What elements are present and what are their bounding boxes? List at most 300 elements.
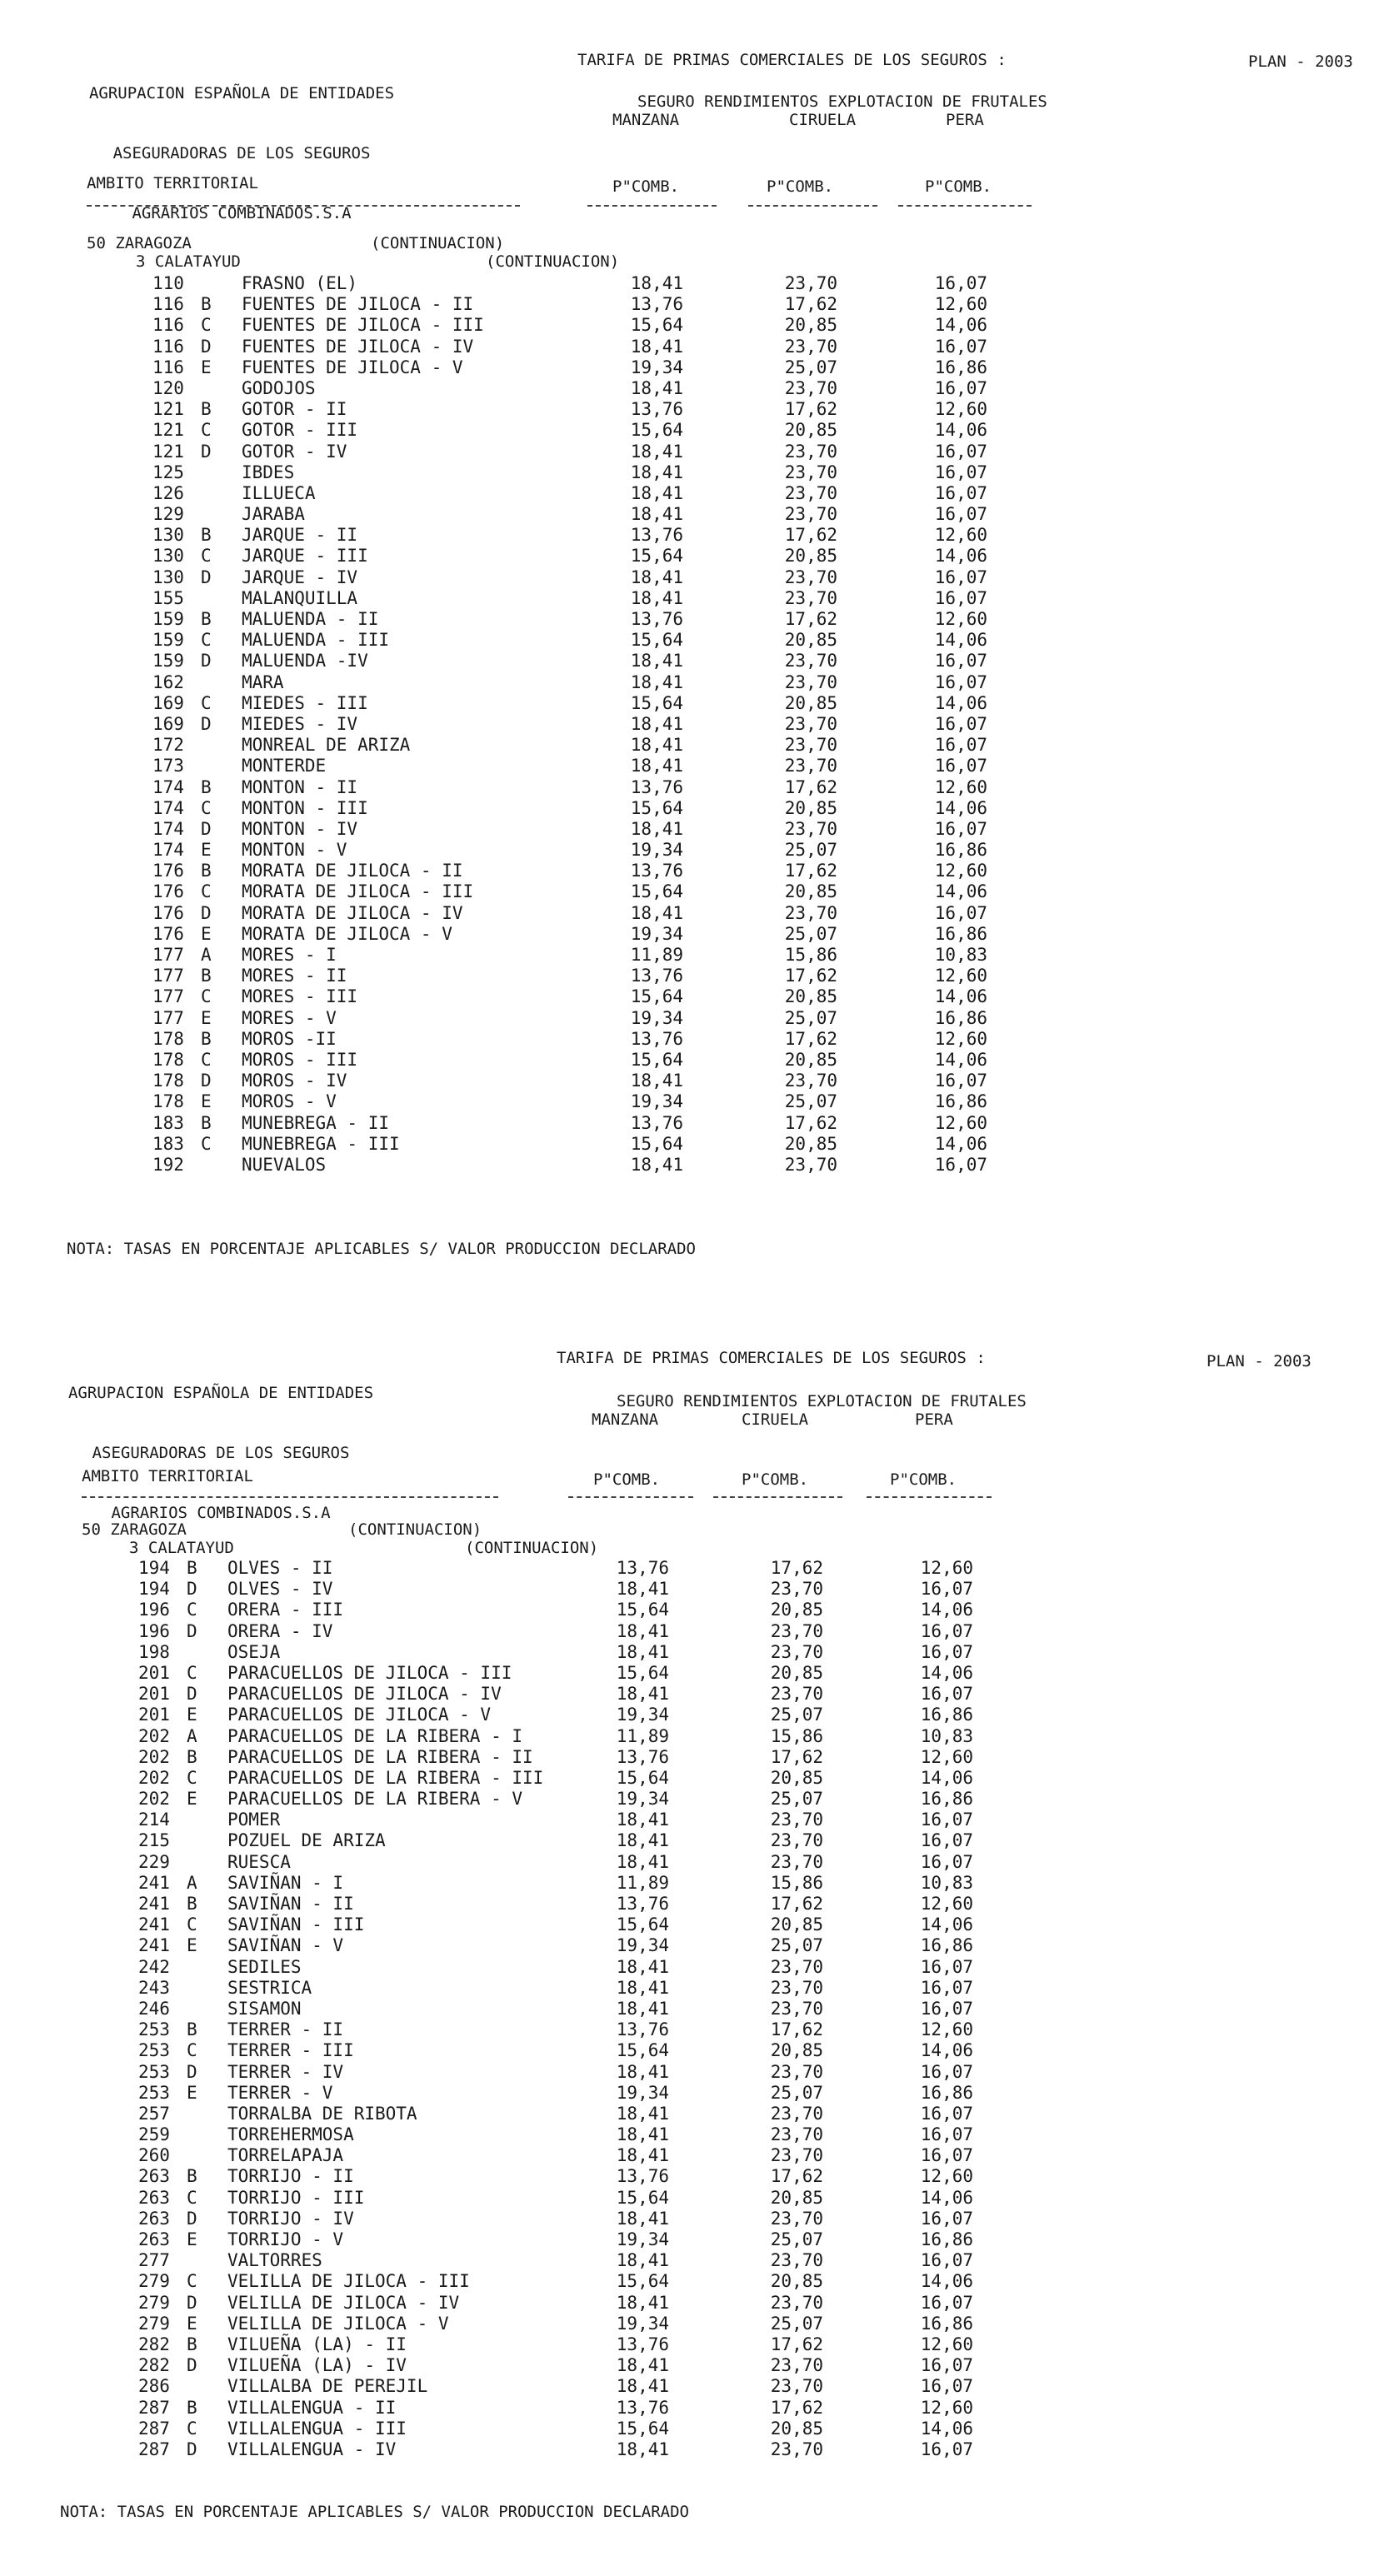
pera-rate: 14,06 bbox=[920, 2187, 973, 2208]
municipality-name: MALUENDA - II bbox=[242, 609, 379, 629]
code-number: 263 bbox=[138, 2166, 170, 2187]
pera-rate: 16,86 bbox=[920, 2313, 973, 2334]
manzana-rate: 19,34 bbox=[616, 2229, 669, 2249]
code-number: 110 bbox=[152, 273, 184, 293]
pera-rate: 16,86 bbox=[934, 1007, 987, 1028]
code-number: 169 bbox=[152, 713, 184, 734]
municipality-name: MALUENDA - III bbox=[242, 630, 390, 651]
manzana-rate: 13,76 bbox=[616, 2019, 669, 2040]
code-suffix: E bbox=[187, 2229, 197, 2249]
municipality-name: PARACUELLOS DE LA RIBERA - III bbox=[227, 1767, 544, 1788]
manzana-rate: 13,76 bbox=[630, 1028, 683, 1049]
code-suffix: B bbox=[187, 2019, 197, 2040]
table-row bbox=[0, 1915, 1069, 1935]
pera-rate: 16,86 bbox=[920, 1935, 973, 1956]
manzana-rate: 18,41 bbox=[616, 2145, 669, 2166]
code-number: 253 bbox=[138, 2061, 170, 2082]
municipality-code bbox=[152, 567, 212, 588]
comarca-label: 3 CALATAYUD bbox=[136, 252, 241, 271]
code-suffix: E bbox=[201, 923, 212, 944]
table-row bbox=[0, 2398, 1069, 2419]
pera-rate: 16,07 bbox=[934, 818, 987, 839]
ciruela-rate: 25,07 bbox=[784, 923, 837, 944]
manzana-rate: 11,89 bbox=[616, 1725, 669, 1746]
table-row bbox=[0, 420, 1083, 441]
pera-rate: 16,07 bbox=[934, 504, 987, 525]
municipality-code bbox=[138, 2082, 197, 2104]
manzana-rate: 18,41 bbox=[616, 1998, 669, 2019]
manzana-rate: 18,41 bbox=[616, 2439, 669, 2459]
table-row bbox=[0, 378, 1083, 399]
manzana-rate: 19,34 bbox=[616, 2082, 669, 2103]
code-suffix: C bbox=[201, 315, 212, 336]
municipality-code bbox=[152, 945, 212, 966]
municipality-code bbox=[138, 1579, 197, 1600]
code-suffix: C bbox=[187, 1662, 197, 1683]
manzana-rate: 19,34 bbox=[630, 357, 683, 377]
divider bbox=[713, 1496, 842, 1498]
pera-rate: 12,60 bbox=[934, 525, 987, 546]
municipality-code bbox=[152, 483, 184, 504]
municipality-code bbox=[138, 2040, 197, 2061]
manzana-rate: 18,41 bbox=[630, 651, 683, 671]
code-number: 201 bbox=[138, 1662, 170, 1683]
municipality-code bbox=[138, 2061, 197, 2083]
pera-rate: 16,07 bbox=[920, 2376, 973, 2397]
manzana-rate: 19,34 bbox=[630, 1007, 683, 1028]
municipality-code bbox=[152, 378, 184, 399]
table-row bbox=[0, 567, 1083, 588]
pera-rate: 16,07 bbox=[934, 567, 987, 587]
continuation-label: (CONTINUACION) bbox=[486, 252, 620, 271]
pera-rate: 12,60 bbox=[920, 2334, 973, 2354]
code-suffix: C bbox=[201, 692, 212, 713]
municipality-code bbox=[152, 420, 212, 441]
code-number: 287 bbox=[138, 2397, 170, 2418]
municipality-name: PARACUELLOS DE LA RIBERA - I bbox=[227, 1725, 523, 1746]
manzana-rate: 15,64 bbox=[616, 2418, 669, 2439]
ciruela-rate: 23,70 bbox=[770, 1998, 823, 2019]
municipality-name: MORATA DE JILOCA - IV bbox=[242, 902, 463, 923]
code-suffix: D bbox=[201, 818, 212, 839]
ciruela-rate: 20,85 bbox=[784, 1133, 837, 1154]
code-number: 174 bbox=[152, 818, 184, 839]
ciruela-rate: 20,85 bbox=[770, 2418, 823, 2439]
ciruela-rate: 25,07 bbox=[784, 357, 837, 377]
code-suffix: B bbox=[187, 1558, 197, 1578]
municipality-code bbox=[152, 1155, 184, 1176]
pera-rate: 12,60 bbox=[920, 1558, 973, 1578]
code-number: 253 bbox=[138, 2040, 170, 2061]
ciruela-rate: 23,70 bbox=[770, 2124, 823, 2145]
code-suffix: B bbox=[201, 1112, 212, 1133]
table-row bbox=[0, 2293, 1069, 2314]
code-number: 176 bbox=[152, 861, 184, 881]
code-suffix: B bbox=[201, 861, 212, 881]
pera-rate: 16,07 bbox=[920, 2355, 973, 2376]
ambito-header: AMBITO TERRITORIAL bbox=[82, 1467, 253, 1485]
municipality-name: TORRIJO - II bbox=[227, 2166, 354, 2187]
manzana-rate: 18,41 bbox=[616, 1579, 669, 1600]
pera-rate: 14,06 bbox=[920, 2040, 973, 2061]
code-suffix: C bbox=[201, 881, 212, 902]
manzana-rate: 11,89 bbox=[616, 1872, 669, 1893]
code-number: 194 bbox=[138, 1579, 170, 1600]
code-number: 241 bbox=[138, 1935, 170, 1956]
code-suffix: E bbox=[187, 2082, 197, 2103]
pera-rate: 16,07 bbox=[920, 2124, 973, 2145]
municipality-code bbox=[138, 2145, 170, 2166]
municipality-code bbox=[138, 1999, 170, 2019]
manzana-rate: 13,76 bbox=[630, 399, 683, 420]
municipality-code bbox=[152, 609, 212, 630]
municipality-name: MOROS -II bbox=[242, 1028, 337, 1049]
code-suffix: E bbox=[187, 1935, 197, 1956]
pera-rate: 12,60 bbox=[934, 294, 987, 315]
pera-rate: 16,07 bbox=[920, 2250, 973, 2271]
code-number: 241 bbox=[138, 1872, 170, 1893]
pera-rate: 16,07 bbox=[920, 1851, 973, 1872]
table-row bbox=[0, 945, 1083, 966]
ciruela-rate: 23,70 bbox=[770, 1620, 823, 1641]
code-number: 173 bbox=[152, 756, 184, 776]
org-line: ASEGURADORAS DE LOS SEGUROS bbox=[112, 144, 371, 162]
code-suffix: D bbox=[187, 1620, 197, 1641]
manzana-rate: 15,64 bbox=[616, 2271, 669, 2292]
table-row bbox=[0, 273, 1083, 294]
ciruela-rate: 20,85 bbox=[770, 1600, 823, 1620]
manzana-rate: 13,76 bbox=[630, 609, 683, 629]
ciruela-rate: 23,70 bbox=[770, 2061, 823, 2082]
table-row bbox=[0, 1852, 1069, 1873]
ciruela-rate: 20,85 bbox=[770, 2187, 823, 2208]
table-row bbox=[0, 588, 1083, 609]
ciruela-rate: 23,70 bbox=[770, 2292, 823, 2313]
code-number: 202 bbox=[138, 1725, 170, 1746]
pera-rate: 10,83 bbox=[934, 945, 987, 965]
municipality-name: SAVIÑAN - III bbox=[227, 1915, 365, 1935]
ambito-header: AMBITO TERRITORIAL bbox=[87, 174, 258, 192]
table-row bbox=[0, 861, 1083, 881]
table-row bbox=[0, 1873, 1069, 1894]
code-number: 194 bbox=[138, 1558, 170, 1578]
code-number: 159 bbox=[152, 651, 184, 671]
table-row bbox=[0, 1600, 1069, 1620]
code-number: 125 bbox=[152, 462, 184, 482]
ciruela-rate: 25,07 bbox=[784, 840, 837, 861]
code-number: 196 bbox=[138, 1620, 170, 1641]
manzana-rate: 15,64 bbox=[616, 1600, 669, 1620]
municipality-name: OLVES - IV bbox=[227, 1579, 333, 1600]
tariff-rows bbox=[0, 273, 1083, 1176]
table-row bbox=[0, 651, 1083, 671]
code-number: 282 bbox=[138, 2355, 170, 2376]
municipality-name: PARACUELLOS DE JILOCA - III bbox=[227, 1662, 512, 1683]
code-number: 176 bbox=[152, 902, 184, 923]
code-number: 215 bbox=[138, 1830, 170, 1851]
pera-rate: 16,07 bbox=[920, 2103, 973, 2124]
municipality-code bbox=[138, 2376, 170, 2397]
ciruela-rate: 17,62 bbox=[784, 294, 837, 315]
code-suffix: C bbox=[201, 797, 212, 818]
ciruela-rate: 23,70 bbox=[784, 651, 837, 671]
pera-rate: 14,06 bbox=[934, 420, 987, 441]
table-row bbox=[0, 1155, 1083, 1176]
municipality-code bbox=[152, 336, 212, 357]
municipality-name: TERRER - II bbox=[227, 2019, 344, 2040]
table-row bbox=[0, 1579, 1069, 1600]
municipality-name: VELILLA DE JILOCA - III bbox=[227, 2271, 470, 2292]
code-number: 253 bbox=[138, 2082, 170, 2103]
table-row bbox=[0, 2439, 1069, 2460]
divider bbox=[898, 205, 1032, 207]
tariff-title: TARIFA DE PRIMAS COMERCIALES DE LOS SEGUROS : bbox=[557, 1349, 986, 1367]
municipality-code bbox=[138, 1600, 197, 1620]
continuation-label: (CONTINUACION) bbox=[371, 234, 505, 252]
municipality-code bbox=[152, 713, 212, 735]
table-row bbox=[0, 1830, 1069, 1851]
pera-rate: 12,60 bbox=[920, 2019, 973, 2040]
fruit-label: MANZANA bbox=[612, 111, 680, 129]
continuation-label: (CONTINUACION) bbox=[348, 1520, 482, 1539]
code-suffix: B bbox=[201, 966, 212, 986]
municipality-code bbox=[152, 881, 212, 902]
table-row bbox=[0, 1642, 1069, 1663]
manzana-rate: 19,34 bbox=[630, 840, 683, 861]
table-row bbox=[0, 1935, 1069, 1956]
manzana-rate: 15,64 bbox=[616, 1662, 669, 1683]
table-row bbox=[0, 462, 1083, 483]
municipality-code bbox=[138, 1705, 197, 1725]
municipality-name: JARQUE - IV bbox=[242, 567, 358, 587]
ciruela-rate: 20,85 bbox=[784, 881, 837, 902]
code-number: 178 bbox=[152, 1071, 184, 1091]
code-number: 253 bbox=[138, 2019, 170, 2040]
municipality-code bbox=[138, 1978, 170, 1999]
municipality-code bbox=[152, 504, 184, 525]
municipality-code bbox=[138, 1872, 197, 1894]
municipality-name: VELILLA DE JILOCA - V bbox=[227, 2313, 449, 2334]
pera-rate: 16,07 bbox=[920, 1977, 973, 1998]
table-row bbox=[0, 1999, 1069, 2019]
org-line: ASEGURADORAS DE LOS SEGUROS bbox=[92, 1444, 350, 1462]
municipality-code bbox=[152, 840, 212, 861]
code-suffix: D bbox=[187, 1684, 197, 1705]
code-suffix: E bbox=[201, 1091, 212, 1112]
code-number: 241 bbox=[138, 1915, 170, 1935]
manzana-rate: 15,64 bbox=[616, 2187, 669, 2208]
ciruela-rate: 20,85 bbox=[770, 2271, 823, 2292]
table-row bbox=[0, 1894, 1069, 1915]
manzana-rate: 19,34 bbox=[616, 1789, 669, 1810]
table-row bbox=[0, 2419, 1069, 2439]
manzana-rate: 18,41 bbox=[630, 587, 683, 608]
table-row bbox=[0, 2083, 1069, 2104]
table-row bbox=[0, 546, 1083, 567]
municipality-name: PARACUELLOS DE JILOCA - V bbox=[227, 1705, 492, 1725]
pera-rate: 16,86 bbox=[934, 1091, 987, 1112]
code-suffix: C bbox=[187, 1767, 197, 1788]
municipality-code bbox=[152, 462, 184, 483]
ciruela-rate: 25,07 bbox=[770, 1789, 823, 1810]
municipality-code bbox=[138, 1830, 170, 1851]
pera-rate: 14,06 bbox=[920, 2271, 973, 2292]
pera-rate: 14,06 bbox=[920, 1915, 973, 1935]
table-row bbox=[0, 1621, 1069, 1642]
pera-rate: 16,07 bbox=[920, 1830, 973, 1851]
manzana-rate: 18,41 bbox=[630, 902, 683, 923]
municipality-code bbox=[152, 525, 212, 546]
municipality-code bbox=[138, 2292, 197, 2314]
pera-rate: 16,07 bbox=[934, 756, 987, 776]
code-number: 177 bbox=[152, 945, 184, 965]
pera-rate: 16,07 bbox=[934, 441, 987, 462]
code-suffix: C bbox=[201, 546, 212, 567]
pera-rate: 14,06 bbox=[934, 1133, 987, 1154]
manzana-rate: 18,41 bbox=[616, 1684, 669, 1705]
municipality-name: MALUENDA -IV bbox=[242, 651, 368, 671]
table-row bbox=[0, 735, 1083, 756]
municipality-name: MORES - V bbox=[242, 1007, 337, 1028]
municipality-name: ILLUECA bbox=[242, 482, 316, 503]
table-row bbox=[0, 2188, 1069, 2209]
code-number: 279 bbox=[138, 2292, 170, 2313]
province-label: 50 ZARAGOZA bbox=[87, 234, 192, 252]
municipality-code bbox=[152, 986, 212, 1007]
pera-rate: 16,07 bbox=[920, 1998, 973, 2019]
manzana-rate: 18,41 bbox=[616, 2292, 669, 2313]
pera-rate: 14,06 bbox=[934, 881, 987, 902]
municipality-code bbox=[152, 315, 212, 336]
municipality-name: POZUEL DE ARIZA bbox=[227, 1830, 386, 1851]
table-row bbox=[0, 2209, 1069, 2229]
ciruela-rate: 25,07 bbox=[784, 1007, 837, 1028]
municipality-name: VELILLA DE JILOCA - IV bbox=[227, 2292, 460, 2313]
municipality-code bbox=[138, 2104, 170, 2124]
code-number: 120 bbox=[152, 377, 184, 398]
plan-year: PLAN - 2003 bbox=[1248, 52, 1353, 71]
municipality-code bbox=[138, 1894, 197, 1915]
table-row bbox=[0, 609, 1083, 630]
code-number: 121 bbox=[152, 420, 184, 441]
table-row bbox=[0, 2376, 1069, 2397]
code-number: 129 bbox=[152, 504, 184, 525]
table-row bbox=[0, 2166, 1069, 2187]
divider bbox=[587, 205, 717, 207]
pcomb-header: P"COMB. bbox=[767, 177, 834, 196]
table-row bbox=[0, 2124, 1069, 2145]
table-row bbox=[0, 672, 1083, 693]
municipality-code bbox=[152, 1028, 212, 1050]
municipality-name: NUEVALOS bbox=[242, 1154, 327, 1175]
municipality-name: VILLALENGUA - III bbox=[227, 2418, 407, 2439]
municipality-code bbox=[138, 1935, 197, 1956]
municipality-code bbox=[152, 672, 184, 693]
municipality-code bbox=[152, 797, 212, 819]
ciruela-rate: 23,70 bbox=[770, 1641, 823, 1662]
pera-rate: 16,07 bbox=[934, 462, 987, 482]
municipality-code bbox=[138, 1684, 197, 1705]
pera-rate: 12,60 bbox=[920, 1746, 973, 1767]
ciruela-rate: 23,70 bbox=[770, 2250, 823, 2271]
table-row bbox=[0, 2229, 1069, 2250]
ciruela-rate: 20,85 bbox=[784, 315, 837, 336]
pera-rate: 16,86 bbox=[920, 2229, 973, 2249]
municipality-name: ORERA - III bbox=[227, 1600, 344, 1620]
pera-rate: 12,60 bbox=[934, 776, 987, 797]
manzana-rate: 15,64 bbox=[630, 1133, 683, 1154]
divider bbox=[82, 1496, 498, 1498]
code-number: 159 bbox=[152, 609, 184, 629]
ciruela-rate: 23,70 bbox=[784, 713, 837, 734]
code-suffix: C bbox=[187, 2418, 197, 2439]
code-number: 279 bbox=[138, 2313, 170, 2334]
pera-rate: 16,07 bbox=[934, 1154, 987, 1175]
ciruela-rate: 17,62 bbox=[784, 525, 837, 546]
manzana-rate: 15,64 bbox=[630, 1049, 683, 1070]
municipality-name: MORATA DE JILOCA - III bbox=[242, 881, 474, 902]
municipality-code bbox=[152, 357, 212, 378]
code-suffix: A bbox=[201, 945, 212, 965]
code-suffix: D bbox=[187, 1579, 197, 1600]
code-number: 198 bbox=[138, 1641, 170, 1662]
municipality-name: POMER bbox=[227, 1810, 281, 1830]
ciruela-rate: 17,62 bbox=[770, 2166, 823, 2187]
code-number: 286 bbox=[138, 2376, 170, 2397]
code-number: 242 bbox=[138, 1956, 170, 1977]
code-suffix: D bbox=[187, 2208, 197, 2229]
note: NOTA: TASAS EN PORCENTAJE APLICABLES S/ VALOR PRODUCCION DECLARADO bbox=[67, 1240, 696, 1258]
table-row bbox=[0, 630, 1083, 651]
ciruela-rate: 17,62 bbox=[770, 1894, 823, 1914]
manzana-rate: 18,41 bbox=[616, 1830, 669, 1851]
ciruela-rate: 25,07 bbox=[770, 2229, 823, 2249]
municipality-name: FUENTES DE JILOCA - III bbox=[242, 315, 484, 336]
municipality-code bbox=[138, 2187, 197, 2209]
table-row bbox=[0, 2145, 1069, 2166]
municipality-code bbox=[138, 1852, 170, 1873]
municipality-name: MOROS - IV bbox=[242, 1071, 347, 1091]
code-suffix: B bbox=[201, 1028, 212, 1049]
pera-rate: 16,86 bbox=[934, 357, 987, 377]
municipality-name: MIEDES - IV bbox=[242, 713, 358, 734]
municipality-code bbox=[138, 2418, 197, 2439]
table-row bbox=[0, 1050, 1083, 1071]
pera-rate: 14,06 bbox=[934, 692, 987, 713]
code-number: 246 bbox=[138, 1998, 170, 2019]
code-number: 243 bbox=[138, 1977, 170, 1998]
table-row bbox=[0, 1071, 1083, 1091]
manzana-rate: 18,41 bbox=[630, 336, 683, 357]
manzana-rate: 18,41 bbox=[630, 504, 683, 525]
municipality-name: MONREAL DE ARIZA bbox=[242, 735, 411, 756]
table-row bbox=[0, 2019, 1069, 2040]
table-row bbox=[0, 2271, 1069, 2292]
municipality-code bbox=[152, 1071, 212, 1091]
pera-rate: 16,07 bbox=[934, 377, 987, 398]
ciruela-rate: 17,62 bbox=[770, 2334, 823, 2354]
pera-rate: 14,06 bbox=[920, 2418, 973, 2439]
code-number: 159 bbox=[152, 630, 184, 651]
code-number: 121 bbox=[152, 399, 184, 420]
code-number: 229 bbox=[138, 1851, 170, 1872]
manzana-rate: 13,76 bbox=[630, 861, 683, 881]
municipality-name: FUENTES DE JILOCA - II bbox=[242, 294, 474, 315]
municipality-name: MONTON - III bbox=[242, 797, 368, 818]
table-row bbox=[0, 1684, 1069, 1705]
ciruela-rate: 17,62 bbox=[784, 861, 837, 881]
pera-rate: 16,07 bbox=[934, 482, 987, 503]
